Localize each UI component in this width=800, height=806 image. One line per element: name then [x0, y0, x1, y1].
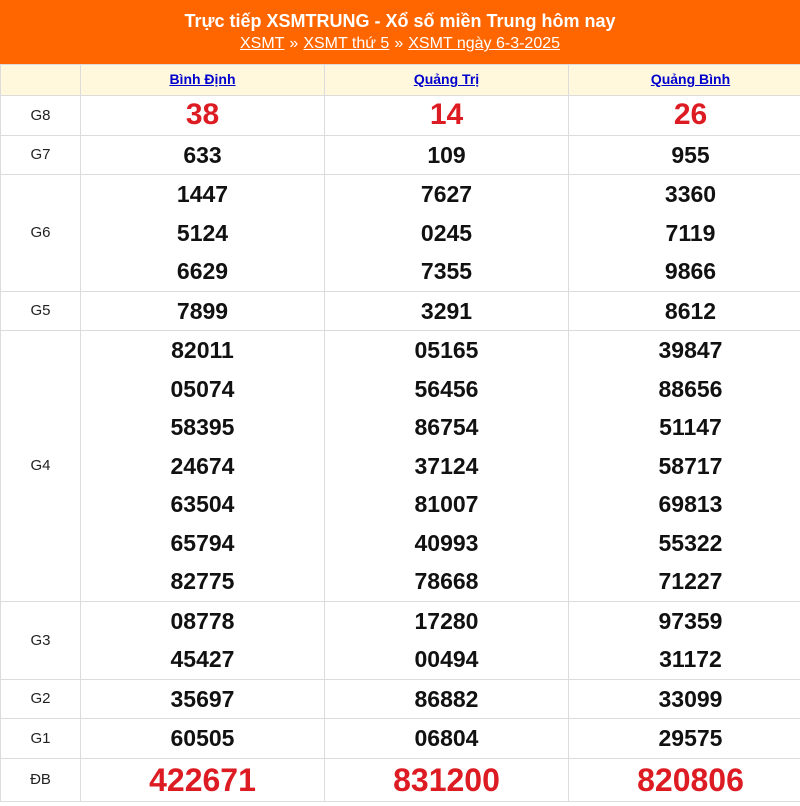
result-number: 60505	[170, 725, 235, 751]
result-number: 7627	[420, 181, 473, 207]
results-table	[0, 64, 800, 802]
result-cell	[325, 719, 569, 759]
prize-label: ĐB	[1, 758, 81, 801]
result-number: 109	[427, 141, 466, 168]
result-number: 51147	[659, 414, 722, 440]
result-number: 422671	[149, 761, 256, 798]
result-cell	[325, 331, 569, 602]
result-row-g7	[1, 135, 800, 175]
province-header	[325, 65, 569, 96]
page-title: Trực tiếp XSMTRUNG - Xổ số miền Trung hôm nay	[184, 11, 616, 31]
result-number: 39847	[658, 337, 723, 363]
result-number: 9866	[664, 258, 717, 284]
result-number: 00494	[414, 646, 479, 672]
result-number: 81007	[414, 491, 479, 517]
result-cell	[81, 679, 325, 719]
result-number: 31172	[659, 646, 722, 672]
result-number: 71227	[658, 568, 723, 594]
result-number: 58717	[658, 452, 723, 479]
result-number: 955	[671, 141, 710, 168]
result-number: 63504	[170, 491, 235, 517]
result-row-g1	[1, 719, 800, 759]
result-cell	[325, 758, 569, 801]
result-number: 86882	[414, 685, 479, 712]
result-number: 820806	[637, 761, 744, 798]
breadcrumb-xsmt[interactable]: XSMT	[239, 35, 285, 52]
result-cell	[325, 601, 569, 679]
result-cell	[325, 679, 569, 719]
result-cell	[325, 175, 569, 292]
result-number: 38	[185, 98, 220, 131]
result-number: 35697	[170, 685, 235, 712]
prize-label: G3	[1, 601, 81, 679]
result-number: 65794	[170, 529, 235, 556]
prize-label: G6	[1, 175, 81, 292]
result-cell	[569, 175, 800, 292]
result-number: 58395	[170, 414, 235, 440]
result-cell	[569, 96, 800, 136]
result-cell	[325, 291, 569, 331]
breadcrumb-separator: »	[289, 35, 299, 52]
result-number: 7119	[665, 219, 716, 246]
result-cell	[325, 135, 569, 175]
result-cell	[81, 291, 325, 331]
result-number: 6629	[176, 258, 229, 284]
result-row-g6	[1, 175, 800, 292]
province-link-quang-tri[interactable]: Quảng Trị	[413, 71, 480, 87]
result-number: 33099	[658, 685, 723, 712]
result-number: 56456	[414, 375, 479, 402]
prize-header-cell	[1, 65, 81, 96]
prize-label: G5	[1, 291, 81, 331]
result-cell	[325, 96, 569, 136]
result-number: 633	[183, 141, 222, 168]
result-number: 40993	[414, 529, 479, 556]
result-number: 82011	[171, 337, 234, 363]
result-number: 7355	[420, 258, 473, 284]
result-cell	[569, 601, 800, 679]
result-cell	[569, 758, 800, 801]
result-number: 45427	[170, 646, 235, 672]
prize-label: G4	[1, 331, 81, 602]
result-number: 29575	[658, 725, 723, 751]
result-row-g8	[1, 96, 800, 136]
province-link-binh-dinh[interactable]: Bình Định	[169, 71, 236, 87]
result-cell	[81, 719, 325, 759]
result-number: 82775	[170, 568, 235, 594]
prize-label: G1	[1, 719, 81, 759]
result-cell	[81, 135, 325, 175]
result-number: 3360	[664, 181, 717, 207]
breadcrumb	[240, 33, 560, 55]
result-row-g5	[1, 291, 800, 331]
result-cell	[569, 135, 800, 175]
prize-label: G2	[1, 679, 81, 719]
province-header	[569, 65, 800, 96]
page-header	[0, 0, 800, 64]
result-number: 14	[429, 98, 464, 131]
breadcrumb-xsmt-date[interactable]: XSMT ngày 6-3-2025	[408, 35, 561, 52]
result-number: 3291	[420, 297, 473, 324]
result-row-g4	[1, 331, 800, 602]
result-number: 831200	[393, 761, 500, 798]
result-cell	[569, 719, 800, 759]
result-number: 5124	[176, 219, 229, 246]
result-number: 06804	[414, 725, 479, 751]
result-row-g3	[1, 601, 800, 679]
result-number: 05074	[170, 375, 235, 402]
breadcrumb-separator: »	[394, 35, 404, 52]
result-cell	[569, 291, 800, 331]
result-row-đb	[1, 758, 800, 801]
result-cell	[81, 601, 325, 679]
result-number: 1447	[176, 181, 229, 207]
prize-label: G7	[1, 135, 81, 175]
result-number: 26	[673, 98, 708, 131]
result-row-g2	[1, 679, 800, 719]
result-number: 69813	[658, 491, 723, 517]
result-number: 55322	[658, 529, 723, 556]
result-number: 86754	[414, 414, 479, 440]
result-number: 97359	[658, 607, 723, 634]
breadcrumb-xsmt-thu-5[interactable]: XSMT thứ 5	[303, 35, 390, 52]
result-number: 0245	[420, 219, 473, 246]
prize-label: G8	[1, 96, 81, 136]
result-cell	[81, 331, 325, 602]
result-number: 08778	[170, 607, 235, 634]
result-number: 7899	[176, 297, 229, 324]
result-number: 17280	[414, 607, 479, 634]
result-number: 24674	[170, 452, 235, 479]
province-link-quang-binh[interactable]: Quảng Bình	[650, 71, 731, 87]
result-number: 37124	[414, 452, 479, 479]
result-number: 8612	[664, 297, 717, 324]
result-cell	[569, 331, 800, 602]
province-header-row	[1, 65, 800, 96]
result-cell	[569, 679, 800, 719]
result-cell	[81, 96, 325, 136]
result-number: 05165	[414, 337, 479, 363]
province-header	[81, 65, 325, 96]
result-cell	[81, 758, 325, 801]
result-number: 78668	[414, 568, 479, 594]
result-cell	[81, 175, 325, 292]
result-number: 88656	[658, 375, 723, 402]
